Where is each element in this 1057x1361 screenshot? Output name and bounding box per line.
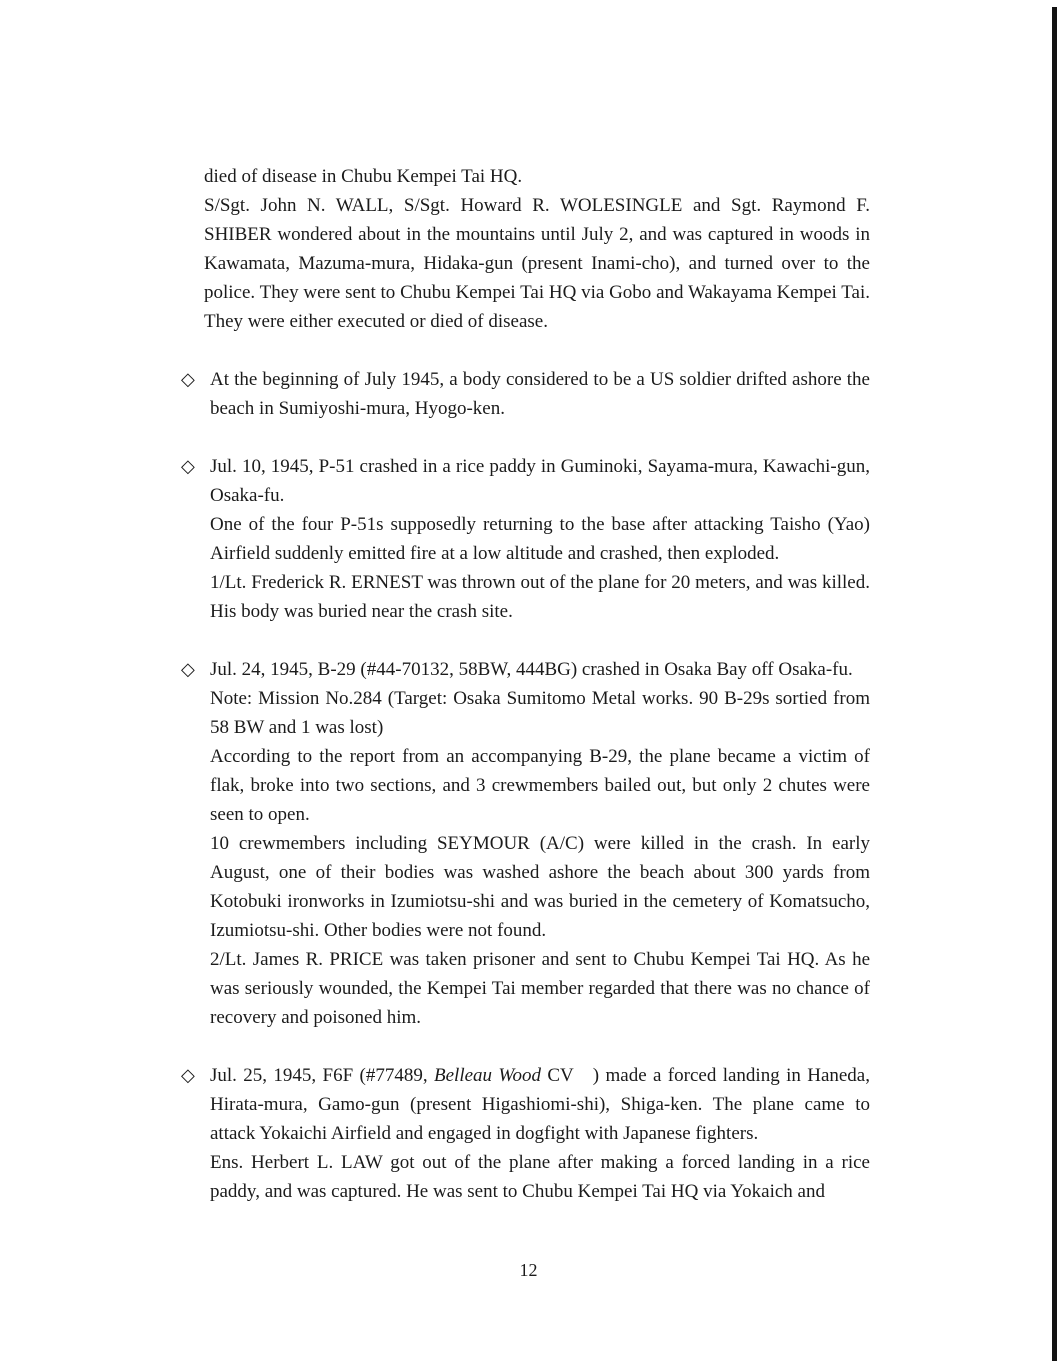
section-paragraphs: [210, 655, 870, 1032]
section-paragraphs: [210, 452, 870, 626]
paragraph: [210, 452, 870, 510]
text-run: 2/Lt. James R. PRICE was taken prisoner and sent to Chubu Kempei Tai HQ. As he was seriously wounded, the Kempei Tai member regarded that there was no chance of recovery and poisoned him.: [210, 949, 870, 1028]
entry-section: [181, 452, 871, 626]
entry-section: [181, 655, 871, 1032]
text-run: S/Sgt. John N. WALL, S/Sgt. Howard R. WOLESINGLE and Sgt. Raymond F. SHIBER wondered about in the mountains until July 2, and was captured in woods in Kawamata, Mazuma-mura, Hidaka-gun (present Inami-cho), and turned over to the police. They were sent to Chubu Kempei Tai HQ via Gobo and Wakayama Kempei Tai. They were either executed or died of disease.: [204, 195, 870, 332]
diamond-bullet-icon: ◇: [181, 369, 195, 389]
section-paragraphs: [204, 162, 870, 336]
paragraph: [210, 1061, 870, 1148]
text-run: 10 crewmembers including SEYMOUR (A/C) were killed in the crash. In early August, one of their bodies was washed ashore the beach about 300 yards from Kotobuki ironworks in Izumiotsu-shi and was buried in the cemetery of Komatsucho, Izumiotsu-shi. Other bodies were not found.: [210, 833, 870, 941]
text-run: Note: Mission No.284 (Target: Osaka Sumitomo Metal works. 90 B-29s sortied from 58 BW and 1 was lost): [210, 688, 870, 738]
entry-section: [181, 365, 871, 423]
text-run: Jul. 25, 1945, F6F (#77489,: [210, 1065, 435, 1086]
text-run: One of the four P-51s supposedly returning to the base after attacking Taisho (Yao) Airfield suddenly emitted fire at a low altitude and crashed, then exploded.: [210, 514, 870, 564]
entry-section: [181, 1061, 871, 1206]
text-run: Jul. 24, 1945, B-29 (#44-70132, 58BW, 444BG) crashed in Osaka Bay off Osaka-fu.: [210, 659, 853, 680]
paragraph: [210, 945, 870, 1032]
text-run: died of disease in Chubu Kempei Tai HQ.: [204, 166, 523, 187]
diamond-bullet-icon: ◇: [181, 659, 195, 679]
paragraph: [210, 684, 870, 742]
paragraph: [210, 365, 870, 423]
paragraph: [210, 510, 870, 568]
section-paragraphs: [210, 365, 870, 423]
document-content: [181, 162, 871, 1235]
paragraph: [204, 162, 870, 191]
paragraph: [204, 191, 870, 336]
text-run: Ens. Herbert L. LAW got out of the plane after making a forced landing in a rice paddy, and was captured. He was sent to Chubu Kempei Tai HQ via Yokaich and: [210, 1152, 870, 1202]
paragraph: [210, 568, 870, 626]
entry-section: [181, 162, 871, 336]
text-run: At the beginning of July 1945, a body considered to be a US soldier drifted ashore the beach in Sumiyoshi-mura, Hyogo-ken.: [210, 369, 870, 419]
text-run: Jul. 10, 1945, P-51 crashed in a rice paddy in Guminoki, Sayama-mura, Kawachi-gun, Osaka-fu.: [210, 456, 870, 506]
diamond-bullet-icon: ◇: [181, 1065, 195, 1085]
text-run: 1/Lt. Frederick R. ERNEST was thrown out of the plane for 20 meters, and was killed. His body was buried near the crash site.: [210, 572, 870, 622]
text-run: According to the report from an accompanying B-29, the plane became a victim of flak, broke into two sections, and 3 crewmembers bailed out, but only 2 chutes were seen to open.: [210, 746, 870, 825]
scan-edge-artifact: [1052, 7, 1057, 1361]
italic-text-run: Belleau Wood: [434, 1065, 542, 1086]
section-paragraphs: [210, 1061, 870, 1206]
diamond-bullet-icon: ◇: [181, 456, 195, 476]
paragraph: [210, 655, 870, 684]
paragraph: [210, 829, 870, 945]
paragraph: [210, 742, 870, 829]
page-number: 12: [519, 1260, 538, 1280]
paragraph: [210, 1148, 870, 1206]
text-run: CV ) made a forced landing in Haneda, Hirata-mura, Gamo-gun (present Higashiomi-shi), Shiga-ken. The plane came to attack Yokaichi Airfield and engaged in dogfight with Japanese fighters.: [210, 1065, 870, 1144]
